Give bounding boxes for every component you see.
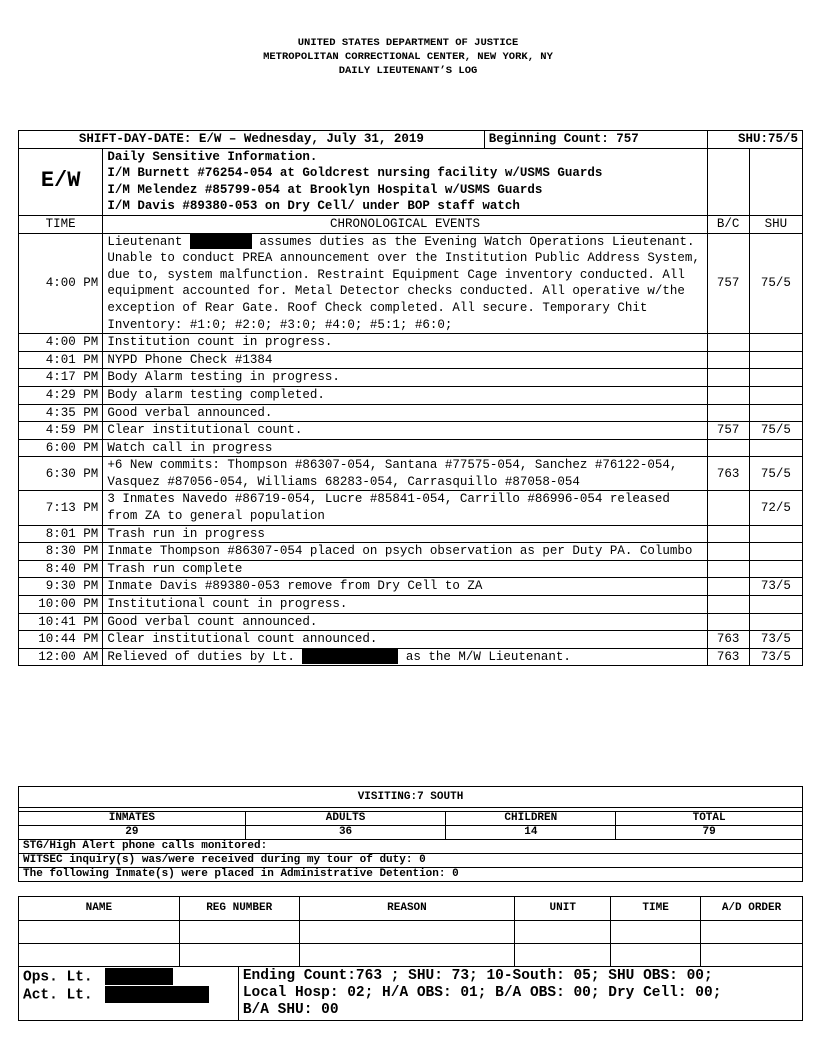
ops-lt-label: Ops. Lt. (23, 969, 93, 986)
shu-count: SHU:75/5 (707, 131, 802, 149)
document-header (0, 36, 816, 78)
visiting-title: VISITING:7 SOUTH (19, 787, 803, 808)
entry-shu (749, 596, 802, 614)
entry-suffix: as the M/W Lieutenant. (405, 649, 571, 664)
entry-event: Clear institutional count. (103, 422, 707, 440)
log-entry (19, 386, 803, 404)
log-entry (19, 369, 803, 387)
entry-bc: 757 (707, 422, 749, 440)
sensitive-line: I/M Melendez #85799-054 at Brooklyn Hospital w/USMS Guards (107, 182, 543, 197)
summary-line: Ending Count:763 ; SHU: 73; 10-South: 05; SHU OBS: 00; (242, 968, 713, 984)
ad-header-name: NAME (19, 897, 180, 921)
entry-time: 10:00 PM (19, 596, 103, 614)
entry-shu (749, 439, 802, 457)
sensitive-line: Daily Sensitive Information. (107, 149, 318, 164)
entry-event: Watch call in progress (103, 439, 707, 457)
redaction-block (105, 986, 209, 1003)
entry-shu (749, 386, 802, 404)
entry-event: Trash run in progress (103, 525, 707, 543)
entry-shu (749, 543, 802, 561)
act-lt-label: Act. Lt. (23, 987, 93, 1004)
log-entry (19, 422, 803, 440)
log-entry (19, 543, 803, 561)
entry-time: 4:01 PM (19, 351, 103, 369)
entry-time: 4:17 PM (19, 369, 103, 387)
shift-day-date: SHIFT-DAY-DATE: E/W – Wednesday, July 31, 2019 (19, 131, 485, 149)
log-entry (19, 648, 803, 666)
log-entry (19, 560, 803, 578)
visiting-header-total: TOTAL (616, 812, 803, 826)
entry-time: 8:30 PM (19, 543, 103, 561)
entry-bc (707, 491, 749, 525)
entry-shu (749, 369, 802, 387)
entry-time: 8:40 PM (19, 560, 103, 578)
visiting-inmates: 29 (19, 826, 246, 840)
log-table (18, 130, 803, 666)
entry-event: Trash run complete (103, 560, 707, 578)
entry-event: Body alarm testing completed. (103, 386, 707, 404)
entry-shu (749, 613, 802, 631)
note-stg: STG/High Alert phone calls monitored: (19, 840, 803, 854)
watch-label: E/W (19, 148, 103, 215)
entry-bc (707, 386, 749, 404)
entry-event: Institutional count in progress. (103, 596, 707, 614)
entry-event: Inmate Thompson #86307-054 placed on psych observation as per Duty PA. Columbo (103, 543, 707, 561)
sensitive-line: I/M Davis #89380-053 on Dry Cell/ under BOP staff watch (107, 199, 520, 214)
entry-bc: 763 (707, 457, 749, 491)
entry-event: NYPD Phone Check #1384 (103, 351, 707, 369)
entry-shu: 72/5 (749, 491, 802, 525)
entry-time: 9:30 PM (19, 578, 103, 596)
log-entry (19, 457, 803, 491)
visiting-adults: 36 (245, 826, 446, 840)
summary-table (18, 966, 803, 1021)
entry-shu: 73/5 (749, 648, 802, 666)
col-bc: B/C (707, 215, 749, 233)
entry-bc (707, 334, 749, 352)
ad-empty-row (19, 944, 803, 967)
ad-header-unit: UNIT (515, 897, 611, 921)
entry-event (103, 648, 707, 666)
redaction-block (105, 968, 173, 985)
entry-event: +6 New commits: Thompson #86307-054, Santana #77575-054, Sanchez #76122-054, Vasquez #87056-054, Williams 68283-054, Carrasquillo #87058-054 (103, 457, 707, 491)
entry-shu (749, 334, 802, 352)
entry-event: Institution count in progress. (103, 334, 707, 352)
entry-bc (707, 560, 749, 578)
visiting-header-children: CHILDREN (446, 812, 616, 826)
entry-prefix: Lieutenant (107, 234, 183, 249)
entry-bc (707, 351, 749, 369)
ad-header-reason: REASON (299, 897, 515, 921)
entry-time: 4:29 PM (19, 386, 103, 404)
entry-shu: 75/5 (749, 457, 802, 491)
log-entry (19, 631, 803, 649)
entry-bc: 763 (707, 631, 749, 649)
log-entry (19, 334, 803, 352)
entry-time: 4:00 PM (19, 233, 103, 334)
entry-time: 4:35 PM (19, 404, 103, 422)
header-line-2: METROPOLITAN CORRECTIONAL CENTER, NEW YORK, NY (263, 51, 553, 63)
entry-event: Good verbal announced. (103, 404, 707, 422)
beginning-count: Beginning Count: 757 (484, 131, 707, 149)
ad-empty-row (19, 921, 803, 944)
entry-bc (707, 596, 749, 614)
entry-bc (707, 543, 749, 561)
col-time: TIME (19, 215, 103, 233)
log-entry (19, 233, 803, 334)
entry-time: 8:01 PM (19, 525, 103, 543)
note-admin-detention: The following Inmate(s) were placed in Administrative Detention: 0 (19, 868, 803, 882)
entry-bc (707, 578, 749, 596)
col-shu: SHU (749, 215, 802, 233)
visiting-children: 14 (446, 826, 616, 840)
entry-event: Good verbal count announced. (103, 613, 707, 631)
entry-prefix: Relieved of duties by Lt. (107, 649, 295, 664)
log-entry (19, 491, 803, 525)
redaction-block (190, 234, 252, 249)
sensitive-row (19, 148, 803, 215)
visiting-table (18, 786, 803, 882)
entry-bc (707, 369, 749, 387)
log-entry (19, 613, 803, 631)
entry-time: 12:00 AM (19, 648, 103, 666)
header-line-1: UNITED STATES DEPARTMENT OF JUSTICE (297, 37, 519, 49)
entry-text-rest: Lieutenant. Unable to conduct PREA announcement over the Institution Public Address System, due to, system malfunction. Restraint Equipment Cage inventory conducted. All equipment accounted for. Metal Detector checks conducted. All operative w/the exception of Rear Gate. Roof Check completed. All secure. Temporary Chit Inventory: #1:0; #2:0; #3:0; #4:0; #5:1; #6:0; (107, 234, 700, 332)
entry-bc (707, 404, 749, 422)
entry-shu (749, 525, 802, 543)
ad-header-reg-number: REG NUMBER (179, 897, 299, 921)
entry-event: Inmate Davis #89380-053 remove from Dry Cell to ZA (103, 578, 707, 596)
log-entry (19, 578, 803, 596)
entry-bc (707, 613, 749, 631)
ending-summary (238, 967, 802, 1021)
log-entry (19, 439, 803, 457)
admin-detention-table (18, 896, 803, 967)
entry-event (103, 233, 707, 334)
entry-text: assumes duties as the Evening Watch Operations (259, 234, 605, 249)
log-entry (19, 351, 803, 369)
visiting-header-adults: ADULTS (245, 812, 446, 826)
entry-time: 4:59 PM (19, 422, 103, 440)
lieutenant-signoff (19, 967, 239, 1021)
entry-bc: 763 (707, 648, 749, 666)
entry-time: 10:41 PM (19, 613, 103, 631)
column-header-row (19, 215, 803, 233)
entry-shu: 73/5 (749, 578, 802, 596)
col-events: CHRONOLOGICAL EVENTS (103, 215, 707, 233)
entry-shu (749, 351, 802, 369)
note-witsec: WITSEC inquiry(s) was/were received during my tour of duty: 0 (19, 854, 803, 868)
entry-shu: 75/5 (749, 422, 802, 440)
log-entry (19, 525, 803, 543)
entry-shu (749, 404, 802, 422)
entry-bc (707, 439, 749, 457)
entry-time: 10:44 PM (19, 631, 103, 649)
visiting-total: 79 (616, 826, 803, 840)
entry-bc: 757 (707, 233, 749, 334)
sensitive-line: I/M Burnett #76254-054 at Goldcrest nursing facility w/USMS Guards (107, 166, 603, 181)
entry-time: 6:00 PM (19, 439, 103, 457)
entry-event: Clear institutional count announced. (103, 631, 707, 649)
entry-bc (707, 525, 749, 543)
summary-line: Local Hosp: 02; H/A OBS: 01; B/A OBS: 00; Dry Cell: 00; (242, 985, 722, 1001)
header-line-3: DAILY LIEUTENANT’S LOG (338, 65, 478, 77)
log-entry (19, 596, 803, 614)
log-entry (19, 404, 803, 422)
redaction-block (302, 649, 398, 664)
visiting-header-inmates: INMATES (19, 812, 246, 826)
entry-shu: 75/5 (749, 233, 802, 334)
entry-event: Body Alarm testing in progress. (103, 369, 707, 387)
shift-row (19, 131, 803, 149)
entry-time: 4:00 PM (19, 334, 103, 352)
entry-shu (749, 560, 802, 578)
entry-event: 3 Inmates Navedo #86719-054, Lucre #85841-054, Carrillo #86996-054 released from ZA to general population (103, 491, 707, 525)
ad-header-time: TIME (611, 897, 701, 921)
summary-line: B/A SHU: 00 (242, 1002, 339, 1018)
entry-shu: 73/5 (749, 631, 802, 649)
entry-time: 7:13 PM (19, 491, 103, 525)
ad-header-order: A/D ORDER (701, 897, 803, 921)
sensitive-info (103, 148, 707, 215)
entry-time: 6:30 PM (19, 457, 103, 491)
